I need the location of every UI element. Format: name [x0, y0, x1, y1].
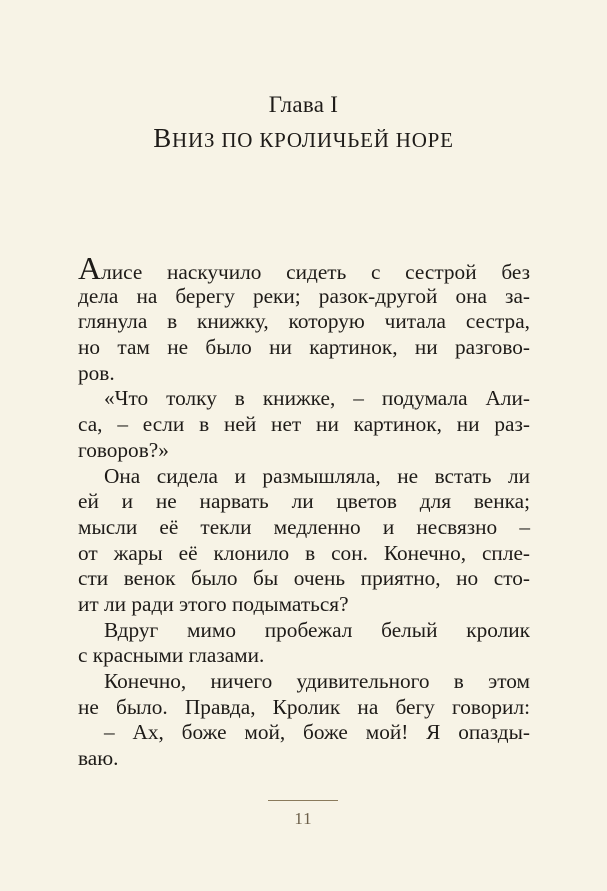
text-line: Алисе наскучило сидеть с сестрой без — [78, 250, 530, 286]
text-line: ров. — [78, 360, 115, 385]
chapter-title — [0, 123, 607, 154]
text-line: мысли её текли медленно и несвязно – — [78, 514, 530, 539]
text-line: говоров?» — [78, 437, 169, 462]
text-line: «Что толку в книжке, – подумала Али- — [104, 386, 530, 411]
text-line: Вдруг мимо пробежал белый кролик — [104, 617, 530, 642]
chapter-label: Глава I — [268, 92, 339, 117]
text-line: Конечно, ничего удивительного в этом — [104, 669, 530, 693]
text-line: сти венок было бы очень приятно, но сто- — [78, 566, 530, 591]
body-text — [78, 250, 530, 772]
text-line: но там не было ни картинок, ни разгово- — [78, 335, 530, 360]
text-line: от жары её клонило в сон. Конечно, спле- — [78, 540, 530, 565]
text-line: ит ли ради этого подыматься? — [78, 591, 349, 616]
text-line: ей и не нарвать ли цветов для венка; — [78, 489, 530, 514]
text-line: не было. Правда, Кролик на бегу говорил: — [78, 694, 530, 719]
text-line: с красными глазами. — [78, 643, 265, 668]
footer-rule — [268, 800, 338, 801]
text-line: са, – если в ней нет ни картинок, ни раз- — [78, 412, 530, 437]
chapter-title-initial: В — [153, 123, 173, 153]
page-number: 11 — [294, 809, 313, 828]
text-line: ваю. — [78, 746, 119, 771]
text-line: дела на берегу реки; разок-другой она за- — [78, 283, 530, 308]
text-line: – Ах, боже мой, боже мой! Я опазды- — [104, 720, 530, 745]
chapter-title-rest: НИЗ ПО КРОЛИЧЬЕЙ НОРЕ — [172, 128, 454, 152]
drop-cap: А — [78, 250, 102, 286]
text-line: Она сидела и размышляла, не встать ли — [104, 463, 530, 488]
text-line: глянула в книжку, которую читала сестра, — [78, 309, 530, 334]
